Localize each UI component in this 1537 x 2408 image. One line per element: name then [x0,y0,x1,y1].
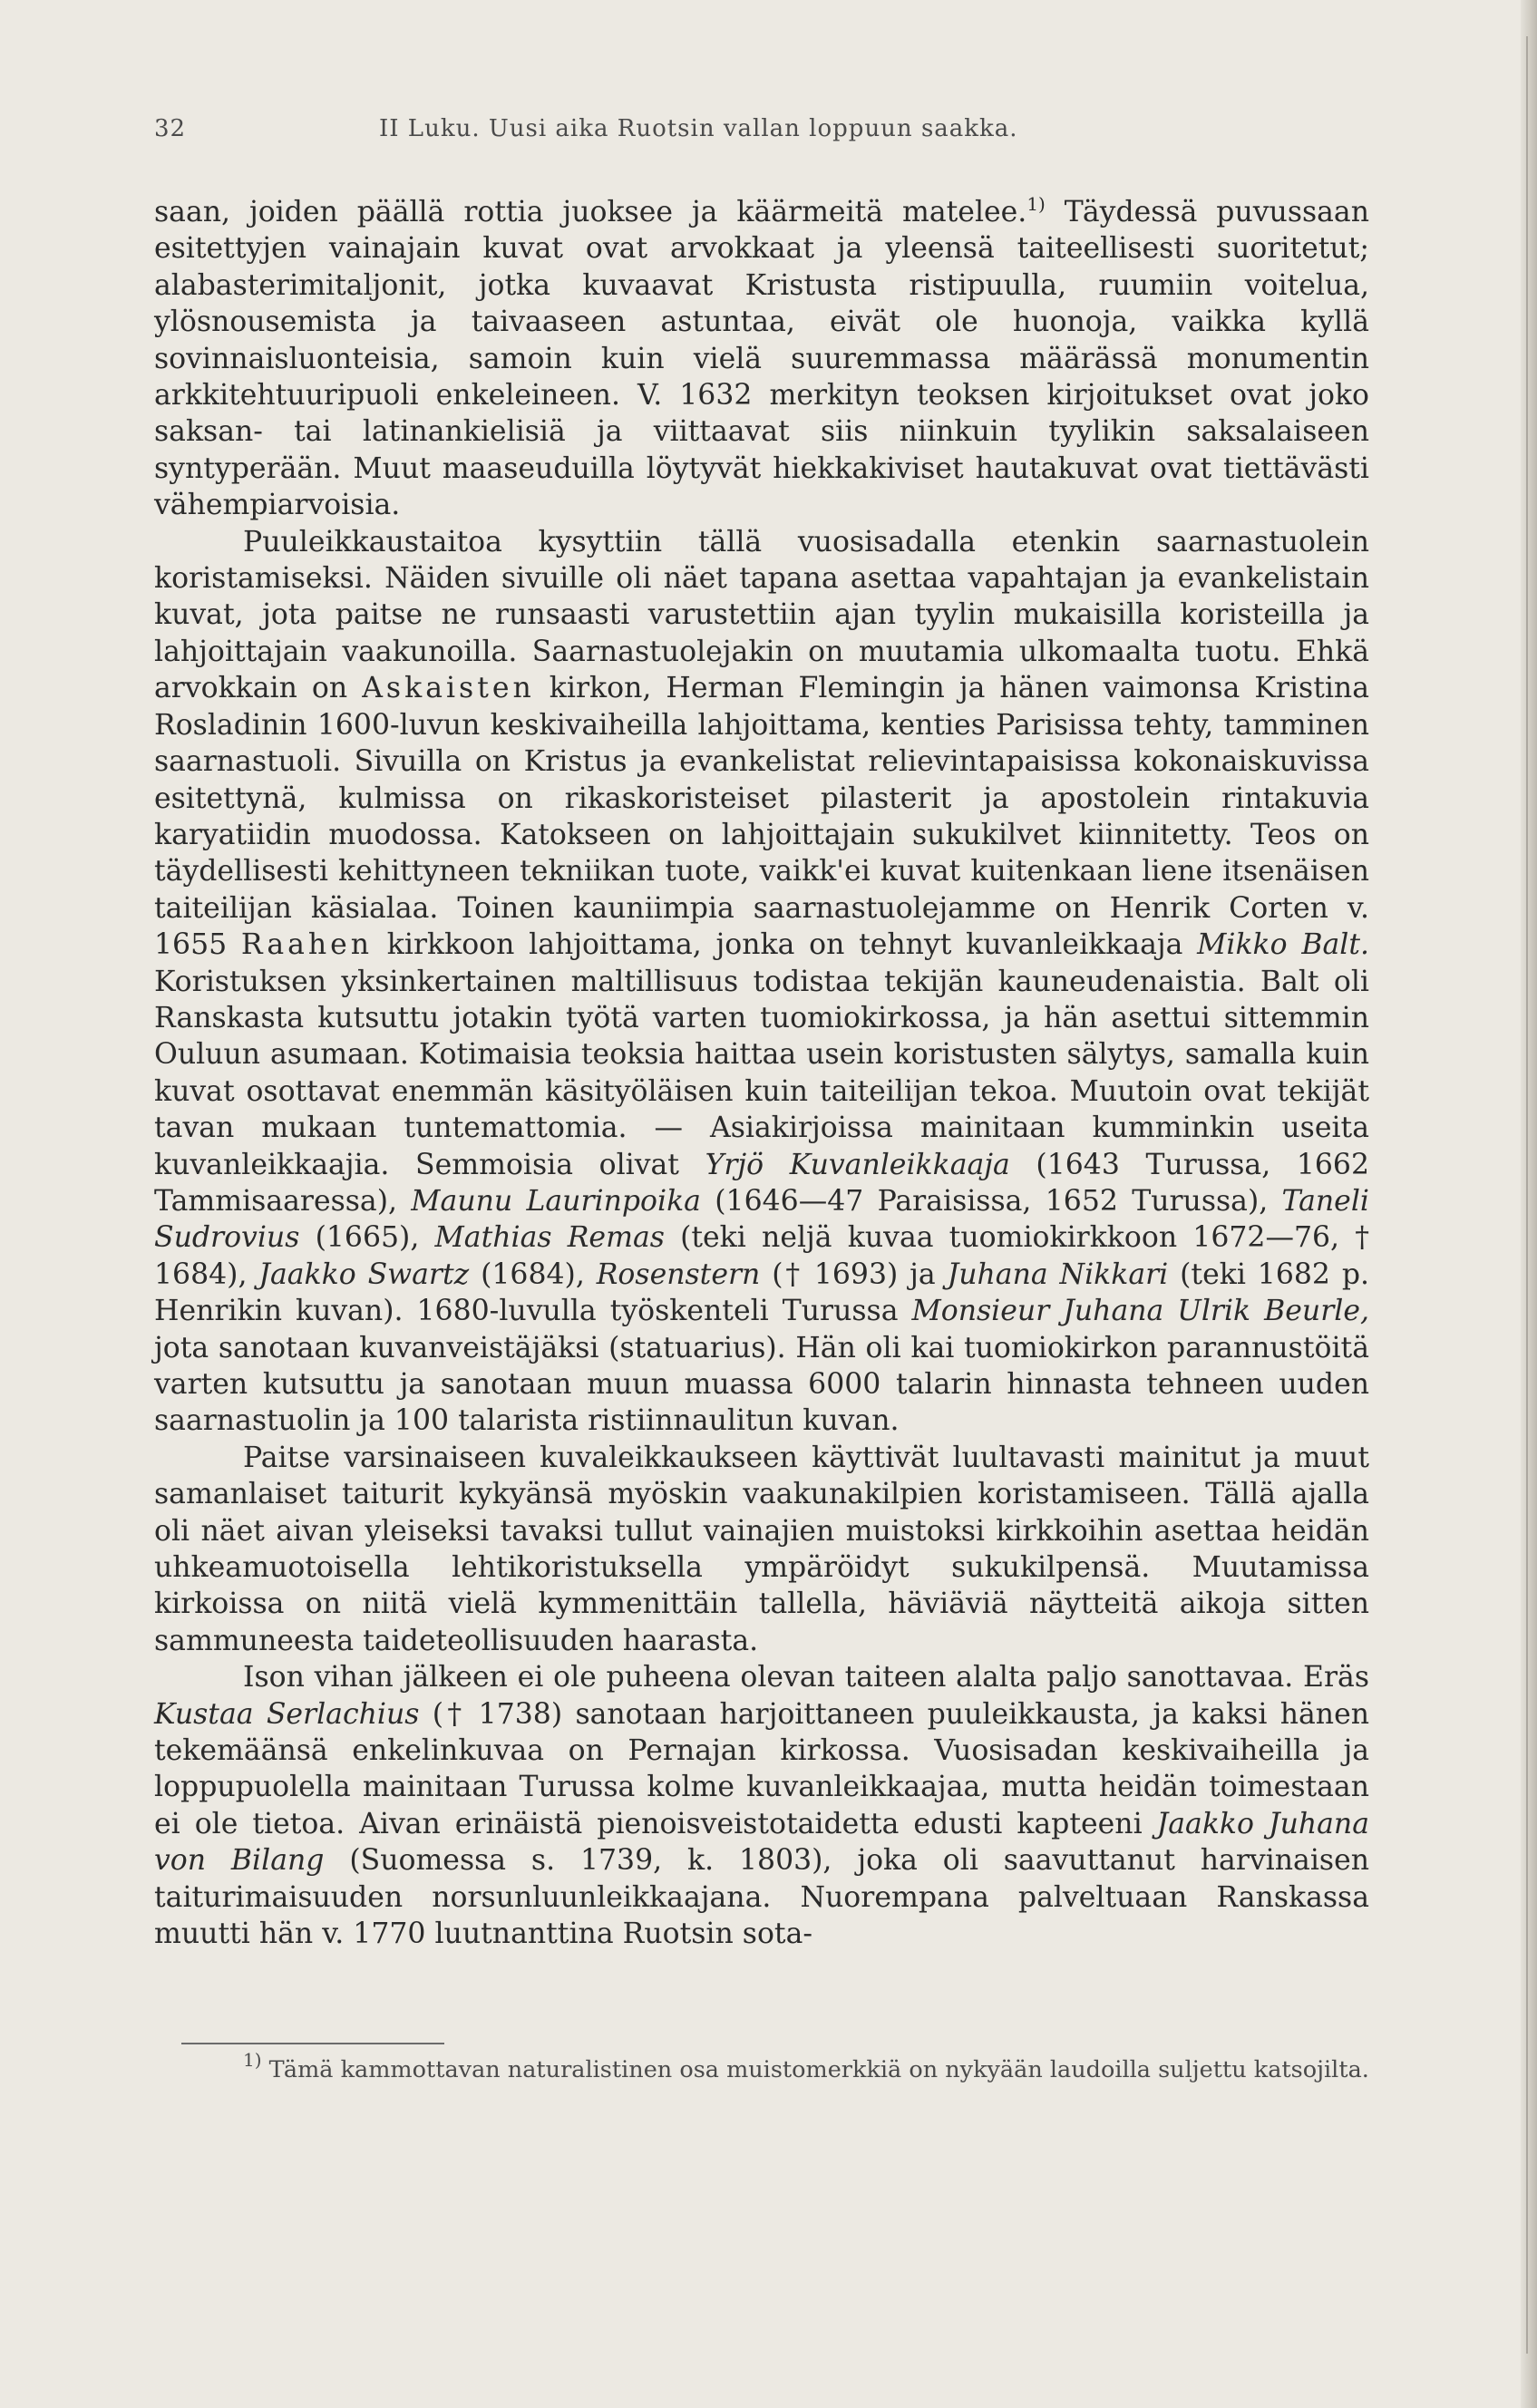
person-name: Monsieur Juhana Ulrik Beurle, [911,1295,1370,1328]
person-name: Rosenstern [596,1257,761,1291]
paragraph-2: Puuleikkaustaitoa kysyttiin tällä vuosisadalla etenkin saarnastuolein koristamiseksi. Näiden sivuille oli näet tapana asettaa vapahtajan ja evankelistain kuvat, jota paitse ne runsaasti varustettiin ajan tyylin mukaisilla koristeilla ja lahjoittajain vaakunoilla. Saarnastuolejakin on muutamia ulkomaalta tuotu. Ehkä arvokkain on Askaisten kirkon, Herman Flemingin ja hänen vaimonsa Kristina Rosladinin 1600-luvun keskivaiheilla lahjoittama, kenties Parisissa tehty, tamminen saarnastuoli. Sivuilla on Kristus ja evankelistat relievintapaisissa kokonaiskuvissa esitettynä, kulmissa on rikaskoristeiset pilasterit ja apostolein rintakuvia karyatiidin muodossa. Katokseen on lahjoittajain sukukilvet kiinnitetty. Teos on täydellisesti kehittyneen tekniikan tuote, vaikk'ei kuvat kuitenkaan liene itsenäisen taiteilijan käsialaa. Toinen kauniimpia saarnastuolejamme on Henrik Corten v. 1655 Raahen kirkkoon lahjoittama, jonka on tehnyt kuvanleikkaaja Mikko Balt. Koristuksen yksinkertainen maltillisuus todistaa tekijän kauneudenaistia. Balt oli Ranskasta kutsuttu jotakin työtä varten tuomiokirkossa, ja hän asettui sittemmin Ouluun asumaan. Kotimaisia teoksia haittaa usein koristusten sälytys, samalla kuin kuvat osottavat enemmän käsityöläisen kuin taiteilijan tekoa. Muutoin ovat tekijät tavan mukaan tuntemattomia. — Asiakirjoissa mainitaan kumminkin useita kuvanleikkaajia. Semmoisia olivat Yrjö Kuvanleikkaaja (1643 Turussa, 1662 Tammisaaressa), Maunu Laurinpoika (1646—47 Paraisissa, 1652 Turussa), Taneli Sudrovius (1665), Mathias Remas (teki neljä kuvaa tuomiokirkkoon 1672—76, † 1684), Jaakko Swartz (1684), Rosenstern († 1693) ja Juhana Nikkari (teki 1682 p. Henrikin kuvan). 1680-luvulla työskenteli Turussa Monsieur Juhana Ulrik Beurle, jota sanotaan kuvanveistäjäksi (statuarius). Hän oli kai tuomiokirkon parannustöitä varten kutsuttu ja sanotaan muun muassa 6000 talarin hinnasta tehneen uuden saarnastuolin ja 100 talarista ristiinnaulitun kuvan. [154,525,1370,1438]
footnote-ref[interactable]: 1) [1026,193,1046,215]
paragraph-4: Ison vihan jälkeen ei ole puheena olevan taiteen alalta paljo sanottavaa. Eräs Kustaa Serlachius († 1738) sanotaan harjoittaneen puuleikkausta, ja kaksi hänen tekemäänsä enkelinkuvaa on Pernajan kirkossa. Vuosisadan keskivaiheilla ja loppupuolella mainitaan Turussa kolme kuvanleikkaajaa, mutta heidän toimestaan ei ole tietoa. Aivan erinäistä pienoisveistotaidetta edusti kapteeni Jaakko Juhana von Bilang (Suomessa s. 1739, k. 1803), joka oli saavuttanut harvinaisen taiturimaisuuden norsunluunleikkaajana. Nuorempana palveltuaan Ranskassa muutti hän v. 1770 luutnanttina Ruotsin sota- [154,1661,1369,1951]
spaced-place-name: Raahen [240,928,374,962]
page-edge [1521,0,1537,2408]
paragraph-3: Paitse varsinaiseen kuvaleikkaukseen käyttivät luultavasti mainitut ja muut samanlaiset taiturit kykyänsä myöskin vaakunakilpien koristamiseen. Tällä ajalla oli näet aivan yleiseksi tavaksi tullut vainajien muistoksi kirkkoihin asettaa heidän uhkeamuotoisella lehtikoristuksella ympäröidyt sukukilpensä. Muutamissa kirkoissa on niitä vielä kymmenittäin tallella, häviäviä näytteitä aikoja sitten sammuneesta taideteollisuuden haarasta. [154,1441,1369,1657]
person-name: Jaakko Juhana von Bilang [154,1807,1369,1878]
person-name: Mikko Balt. [1197,928,1369,962]
footnote [154,2049,1369,2085]
footnote-rule [181,2043,444,2044]
page-number: 32 [154,115,187,142]
person-name: Jaakko Swartz [258,1257,470,1291]
footnote-marker: 1) [243,2049,262,2071]
running-header [154,115,1369,151]
spaced-place-name: Askaisten [362,672,535,705]
paragraph-1: saan, joiden päällä rottia juoksee ja käärmeitä matelee.$^{1)}$ Täydessä puvussaan esitettyjen vainajain kuvat ovat arvokkaat ja yleensä taiteellisesti suoritetut; alabasterimitaljonit, jotka kuvaavat Kristusta ristipuulla, ruumiin voitelua, ylösnousemista ja taivaaseen astuntaa, eivät ole huonoja, vaikka kyllä sovinnaisluonteisia, samoin kuin vielä suuremmassa määrässä monumentin arkkitehtuuripuoli enkeleineen. V. 1632 merkityn teoksen kirjoitukset ovat joko saksan- tai latinankielisiä ja viittaavat siis niinkuin tyylikin saksalaiseen syntyperään. Muut maaseuduilla löytyvät hiekkakiviset hautakuvat ovat tiettävästi vähempiarvoisia. [154,193,1369,522]
person-name: Kustaa Serlachius [154,1697,420,1731]
person-name: Yrjö Kuvanleikkaaja [705,1148,1010,1181]
running-title: II Luku. Uusi aika Ruotsin vallan loppuun saakka. [379,115,1018,142]
person-name: Mathias Remas [434,1221,665,1255]
footnote-text: Tämä kammottavan naturalistinen osa muistomerkkiä on nykyään laudoilla suljettu katsojilta. [261,2056,1369,2083]
person-name: Juhana Nikkari [947,1257,1169,1291]
body-text [154,194,1369,1953]
person-name: Maunu Laurinpoika [411,1184,701,1218]
person-name: Taneli Sudrovius [154,1184,1369,1255]
